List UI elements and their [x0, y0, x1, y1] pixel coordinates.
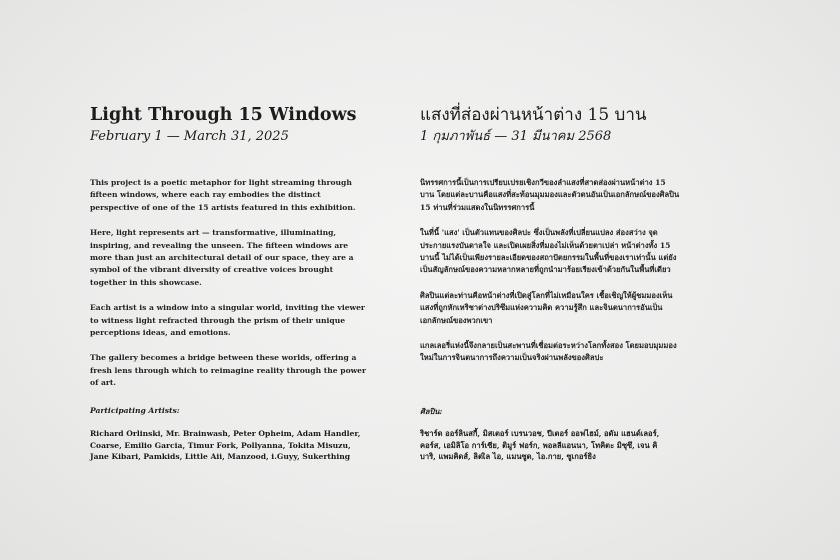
thai-panel	[420, 104, 680, 378]
description-th	[420, 177, 680, 365]
artists-label-th: ศิลปิน:	[420, 407, 443, 416]
paragraph-en-3: Each artist is a window into a singular world, inviting the viewer to witness light refracted through the prism of their unique perceptions ideas, and emotions.	[90, 303, 365, 338]
exhibition-title-th: แสงที่ส่องผ่านหน้าต่าง 15 บาน	[420, 105, 647, 125]
paragraph-th-2: ในที่นี้ 'แสง' เป็นตัวแทนของศิลปะ ซึ่งเป็นพลังที่เปลี่ยนแปลง ส่องสว่าง จุดประกายแรงบันดาลใจ และเปิดเผยสิ่งที่มองไม่เห็นด้วยตาเปล่า หน้าต่างทั้ง 15 บานนี้ ไม่ได้เป็นเพียงรายละเอียดของสถาปัตยกรรมในพื้นที่ของเราเท่านั้น แต่ยังเป็นสัญลักษณ์ของความหลากหลายที่ถูกนำมาร้อยเรียงเข้าด้วยกันในพื้นที่เดียว	[420, 228, 677, 275]
artists-list-th: ริชาร์ด ออร์ลินสกี้, มิสเตอร์ เบรนวอช, ปีเตอร์ ออฟไฮม์, อดัม แฮนด์เลอร์, คอร์ส, เอมิลิโอ การ์เซีย, ติมูร์ ฟอร์ก, พอลลีแอนนา, โทคิตะ มิซุซึ, เจน คิบาริ, แพมคิดส์, ลิตเิล ไอ, แมนซูด, ไอ.กาย, ซูเกอร์ธิง	[420, 429, 660, 462]
paragraph-en-4: The gallery becomes a bridge between these worlds, offering a fresh lens through which to reimagine reality through the power of art.	[90, 353, 367, 388]
exhibition-date-th: 1 กุมภาพันธ์ — 31 มีนาคม 2568	[420, 129, 612, 144]
english-panel	[90, 104, 370, 403]
paragraph-en-1: This project is a poetic metaphor for light streaming through fifteen windows, where each ray embodies the distinct perspective of one of the 15 artists featured in this exhibition.	[90, 178, 356, 212]
description-en	[90, 177, 370, 390]
paragraph-th-3: ศิลปินแต่ละท่านคือหน้าต่างที่เปิดสู่โลกที่ไม่เหมือนใคร เชื้อเชิญให้ผู้ชมมองเห็นแสงที่ถูกหักเหริชาต่างปริซึมแห่งความคิด ความรู้สึก และจินตนาการอันเป็นเอกลักษณ์ของพวกเขา	[420, 290, 673, 325]
paragraph-th-4: แกลเลอรี่แห่งนี้จึงกลายเป็นสะพานที่เชื่อมต่อระหว่างโลกทั้งสอง โดยมอบมุมมองใหม่ในการจินตนาการถึงความเป็นจริงผ่านพลังของศิลปะ	[420, 341, 677, 363]
paragraph-th-1: นิทรรศการนี้เป็นการเปรียบเปรยเชิงกวีของลำแสงที่สาดส่องผ่านหน้าต่าง 15 บาน โดยแต่ละบานคือแสงที่สะท้อนมุมมองและตัวตนอันเป็นเอกลักษณ์ของศิลปิน 15 ท่านที่ร่วมแสดงในนิทรรศการนี้	[420, 178, 680, 212]
artists-label-en: Participating Artists:	[90, 406, 180, 415]
paragraph-en-2: Here, light represents art — transformative, illuminating, inspiring, and revealing the unseen. The fifteen windows are more than just an architectural detail of our space, they are a symbol of the vibrant diversity of creative voices brought together in this showcase.	[90, 228, 354, 287]
exhibition-title-en: Light Through 15 Windows	[90, 105, 357, 125]
exhibition-date-en: February 1 — March 31, 2025	[90, 129, 289, 144]
artists-list-en: Richard Orlinski, Mr. Brainwash, Peter Opheim, Adam Handler, Coarse, Emilio Garcia, Timur Fork, Pollyanna, Tokita Misuzu, Jane Kibari, Pamkids, Little Aii, Manzood, i.Guyy, Sukerthing	[90, 429, 361, 462]
